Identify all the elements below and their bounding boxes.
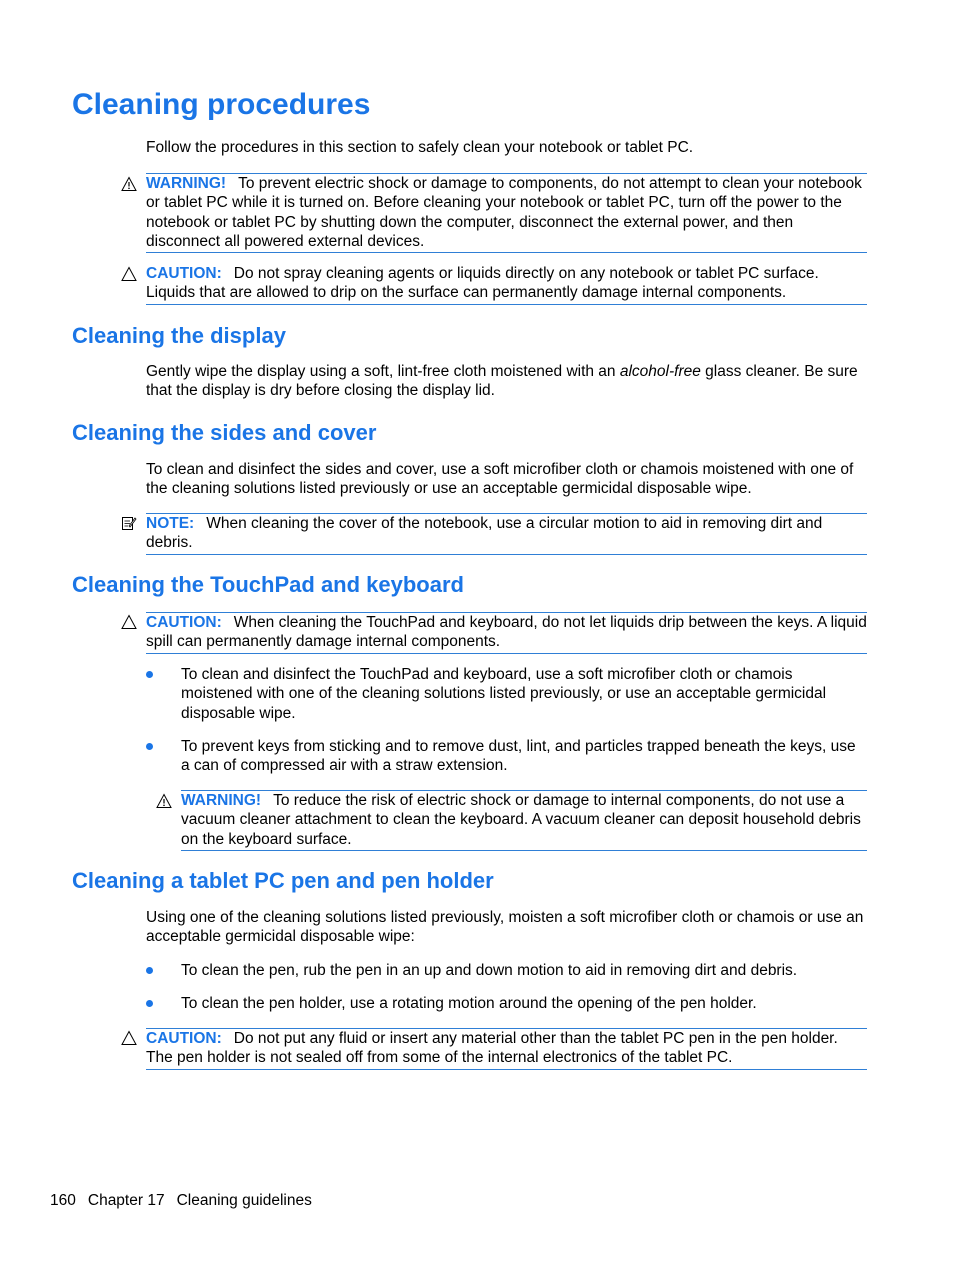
display-paragraph: Gently wipe the display using a soft, lint-free cloth moistened with an alcohol-free glass cleaner. Be sure that the display is dry before closing the display lid. bbox=[146, 363, 858, 400]
warning-triangle-icon bbox=[121, 176, 137, 192]
section-heading-touchpad: Cleaning the TouchPad and keyboard bbox=[72, 572, 464, 597]
sides-paragraph: To clean and disinfect the sides and cover, use a soft microfiber cloth or chamois moistened with one of the cleaning solutions listed previously or use an acceptable germicidal disposable wipe. bbox=[146, 461, 854, 498]
bullet-dot bbox=[146, 1000, 153, 1007]
section-heading-display: Cleaning the display bbox=[72, 323, 286, 348]
page-title: Cleaning procedures bbox=[72, 88, 371, 121]
warning-label: WARNING! bbox=[146, 175, 227, 192]
chapter-title: Cleaning guidelines bbox=[176, 1192, 312, 1209]
warning-box bbox=[181, 790, 867, 851]
warning-triangle-icon bbox=[156, 793, 172, 809]
note-text: When cleaning the cover of the notebook, use a circular motion to aid in removing dirt and debris. bbox=[146, 515, 823, 552]
page-footer bbox=[50, 1192, 324, 1210]
warning-label: WARNING! bbox=[181, 792, 262, 809]
caution-triangle-icon bbox=[121, 266, 137, 282]
page-number: 160 bbox=[50, 1192, 76, 1209]
caution-label: CAUTION: bbox=[146, 1030, 222, 1047]
caution-text: Do not spray cleaning agents or liquids directly on any notebook or tablet PC surface. Liquids that are allowed to drip on the surface can permanently damage internal components. bbox=[146, 265, 819, 302]
warning-box bbox=[146, 173, 867, 253]
caution-text: Do not put any fluid or insert any material other than the tablet PC pen in the pen holder. The pen holder is not sealed off from some of the internal electronics of the tablet PC. bbox=[146, 1030, 838, 1067]
caution-triangle-icon bbox=[121, 614, 137, 630]
caution-triangle-icon bbox=[121, 1030, 137, 1046]
bullet-dot bbox=[146, 743, 153, 750]
section-heading-pen: Cleaning a tablet PC pen and pen holder bbox=[72, 868, 494, 893]
bullet-dot bbox=[146, 671, 153, 678]
list-item: To clean the pen, rub the pen in an up and down motion to aid in removing dirt and debris. bbox=[181, 962, 798, 979]
section-heading-sides: Cleaning the sides and cover bbox=[72, 420, 377, 445]
list-item: To prevent keys from sticking and to remove dust, lint, and particles trapped beneath the keys, use a can of compressed air with a straw extension. bbox=[181, 738, 856, 775]
caution-box bbox=[146, 1028, 867, 1070]
warning-text: To reduce the risk of electric shock or damage to internal components, do not use a vacuum cleaner attachment to clean the keyboard. A vacuum cleaner can deposit household debris on the keyboard surface. bbox=[181, 792, 861, 848]
caution-box bbox=[146, 612, 867, 654]
note-label: NOTE: bbox=[146, 515, 195, 532]
bullet-dot bbox=[146, 967, 153, 974]
pen-paragraph: Using one of the cleaning solutions listed previously, moisten a soft microfiber cloth or chamois or use an acceptable germicidal disposable wipe: bbox=[146, 909, 864, 946]
caution-label: CAUTION: bbox=[146, 265, 222, 282]
caution-box bbox=[146, 264, 867, 305]
caution-text: When cleaning the TouchPad and keyboard, do not let liquids drip between the keys. A liquid spill can permanently damage internal components. bbox=[146, 614, 867, 651]
warning-text: To prevent electric shock or damage to components, do not attempt to clean your notebook or tablet PC while it is turned on. Before cleaning your notebook or tablet PC, turn off the power to the notebook or tablet PC by shutting down the computer, disconnect the external power, and then disconnect all powered external devices. bbox=[146, 175, 862, 250]
caution-label: CAUTION: bbox=[146, 614, 222, 631]
list-item: To clean and disinfect the TouchPad and keyboard, use a soft microfiber cloth or chamois moistened with one of the cleaning solutions listed previously, or use an acceptable germicidal disposable wipe. bbox=[181, 666, 827, 722]
list-item: To clean the pen holder, use a rotating motion around the opening of the pen holder. bbox=[181, 995, 757, 1012]
note-pencil-icon bbox=[121, 515, 137, 531]
note-box bbox=[146, 513, 867, 555]
chapter-number: Chapter 17 bbox=[87, 1192, 165, 1209]
intro-paragraph: Follow the procedures in this section to safely clean your notebook or tablet PC. bbox=[146, 139, 694, 156]
